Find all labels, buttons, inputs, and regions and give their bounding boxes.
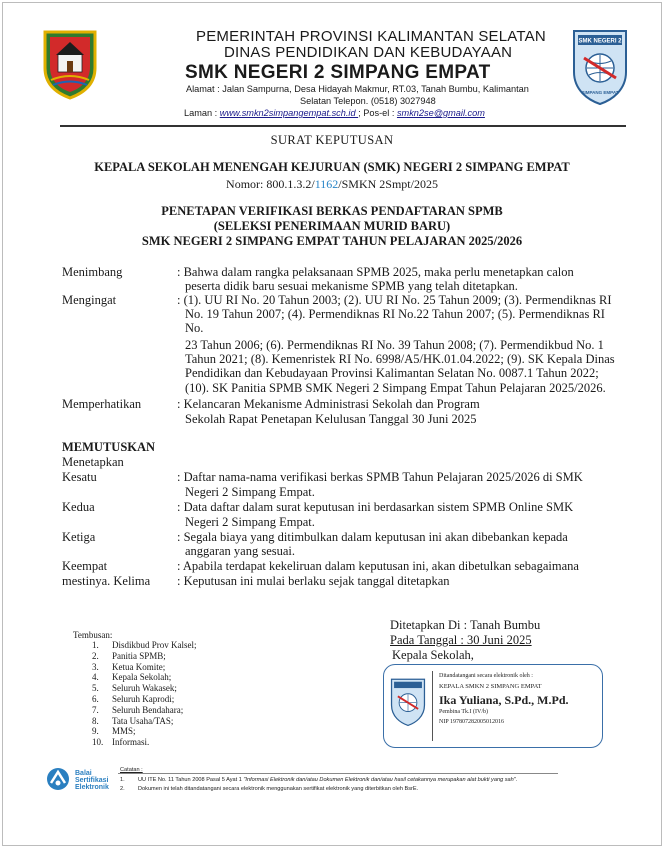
mengingat-text-3: No. bbox=[185, 321, 204, 335]
signer-nip: NIP 197807282005012016 bbox=[439, 719, 504, 725]
document-number-highlight: 1162 bbox=[314, 177, 339, 191]
school-name: SMK NEGERI 2 SIMPANG EMPAT bbox=[185, 62, 491, 83]
kesatu-text-2: Negeri 2 Simpang Empat. bbox=[185, 485, 315, 499]
note-1-text: UU ITE No. 11 Tahun 2008 Pasal 5 Ayat 1 "Informasi Elektronik dan/atau Dokumen Elektronik dan/atau hasil cetakannya merupakan alat bukti yang sah". bbox=[138, 777, 518, 783]
list-item: 10. Informasi. bbox=[92, 737, 150, 748]
memperhatikan-text-1: : Kelancaran Mekanisme Administrasi Sekolah dan Program bbox=[177, 397, 480, 411]
province-emblem-logo bbox=[41, 28, 99, 100]
email-link[interactable]: smkn2se@gmail.com bbox=[396, 108, 485, 118]
ketiga-text-2: anggaran yang sesuai. bbox=[185, 544, 296, 558]
contact-line bbox=[184, 108, 485, 118]
document-type: SURAT KEPUTUSAN bbox=[270, 133, 394, 147]
catatan-label: Catatan : bbox=[120, 767, 143, 773]
list-item: 2. Panitia SPMB; bbox=[92, 650, 166, 661]
signature-divider bbox=[432, 671, 433, 741]
document-number: Nomor: 800.1.3.2/1162/SMKN 2Smpt/2025 bbox=[226, 177, 438, 191]
note-2-text: Dokumen ini telah ditandatangani secara elektronik menggunakan sertifikat elektronik yang diterbitkan oleh BsrE. bbox=[138, 786, 419, 792]
list-item: 6. Seluruh Kaprodi; bbox=[92, 693, 175, 704]
signer-position: Kepala Sekolah, bbox=[392, 648, 474, 662]
keempat-label: Keempat bbox=[62, 559, 108, 573]
list-item: 7. Seluruh Bendahara; bbox=[92, 704, 184, 715]
menimbang-text-1: : Bahwa dalam rangka pelaksanaan SPMB 2025, maka perlu menetapkan calon bbox=[177, 265, 574, 279]
web-label: Laman : bbox=[184, 108, 220, 118]
keempat-text-1: : Apabila terdapat kekeliruan dalam keputusan ini, akan dibetulkan sebagaimana bbox=[177, 559, 579, 573]
subject-line-2: (SELEKSI PENERIMAAN MURID BARU) bbox=[213, 219, 451, 233]
mengingat-text-5: Tahun 2021; (8). Kemenristek RI No. 6998/A5/HK.01.04.2022; (9). SK Kepala Dinas bbox=[185, 352, 615, 366]
email-label: ; Pos-el : bbox=[358, 108, 397, 118]
signer-rank: Pembina Tk.I (IV/b) bbox=[439, 709, 489, 715]
signed-note: Ditandatangani secara elektronik oleh : bbox=[439, 673, 533, 679]
mengingat-text-4: 23 Tahun 2006; (6). Permendiknas RI No. 39 Tahun 2008; (7). Permendikbud No. 1 bbox=[185, 338, 604, 352]
signer-name: Ika Yuliana, S.Pd., M.Pd. bbox=[439, 693, 569, 707]
mengingat-text-6: Pendidikan dan Kebudayaan Provinsi Kalimantan Selatan No. 0087.1 Tahun 2022; bbox=[185, 366, 599, 380]
school-logo bbox=[570, 28, 630, 106]
footer-divider bbox=[118, 773, 558, 774]
note-2-number: 2. bbox=[120, 786, 125, 792]
mengingat-text-7: (10). SK Panitia SPMB SMK Negeri 2 Simpang Empat Tahun Pelajaran 2025/2026. bbox=[185, 381, 606, 395]
mengingat-label: Mengingat bbox=[62, 293, 117, 307]
memperhatikan-text-2: Sekolah Rapat Penetapan Kelulusan Tanggal 30 Juni 2025 bbox=[185, 412, 477, 426]
bsre-logo-icon bbox=[45, 766, 71, 792]
address-line-2: Selatan Telepon. (0518) 3027948 bbox=[300, 96, 436, 106]
kesatu-text-1: : Daftar nama-nama verifikasi berkas SPMB Tahun Pelajaran 2025/2026 di SMK bbox=[177, 470, 583, 484]
kelima-label: mestinya. Kelima bbox=[62, 574, 151, 588]
tembusan-list bbox=[92, 640, 197, 748]
tembusan-heading: Tembusan: bbox=[73, 630, 113, 640]
kelima-text-1: : Keputusan ini mulai berlaku sejak tanggal ditetapkan bbox=[177, 574, 450, 588]
mengingat-text-2: No. 19 Tahun 2007; (4). Permendiknas RI No.22 Tahun 2007; (5). Permendiknas RI bbox=[185, 307, 605, 321]
list-item: 8. Tata Usaha/TAS; bbox=[92, 715, 174, 726]
school-logo-text-top: SMK NEGERI 2 bbox=[578, 38, 622, 45]
list-item: 3. Ketua Komite; bbox=[92, 661, 166, 672]
bsre-text-3: Elektronik bbox=[75, 784, 109, 791]
list-item: 1. Disdikbud Prov Kalsel; bbox=[92, 640, 197, 650]
decision-heading: MEMUTUSKAN bbox=[62, 440, 156, 454]
list-item: 9. MMS; bbox=[92, 726, 136, 737]
issuer-title: KEPALA SEKOLAH MENENGAH KEJURUAN (SMK) NEGERI 2 SIMPANG EMPAT bbox=[94, 160, 570, 174]
ketiga-label: Ketiga bbox=[62, 530, 96, 544]
electronic-signature-box bbox=[383, 664, 603, 748]
memperhatikan-label: Memperhatikan bbox=[62, 397, 142, 411]
ketiga-text-1: : Segala biaya yang ditimbulkan dalam keputusan ini akan dibebankan kepada bbox=[177, 530, 568, 544]
bsre-text-2: Sertifikasi bbox=[75, 777, 109, 784]
menimbang-text-2: peserta didik baru sesuai mekanisme SPMB yang telah ditetapkan. bbox=[185, 279, 518, 293]
header-divider bbox=[60, 125, 626, 127]
kesatu-label: Kesatu bbox=[62, 470, 97, 484]
website-link[interactable]: www.smkn2simpangempat.sch.id bbox=[219, 108, 359, 118]
subject-line-1: PENETAPAN VERIFIKASI BERKAS PENDAFTARAN SPMB bbox=[161, 204, 503, 218]
mengingat-text-1: : (1). UU RI No. 20 Tahun 2003; (2). UU RI No. 25 Tahun 2009; (3). Permendiknas RI bbox=[177, 293, 612, 307]
bsre-text-1: Balai bbox=[75, 770, 92, 777]
menimbang-label: Menimbang bbox=[62, 265, 123, 279]
school-logo-text-bottom: SIMPANG EMPAT bbox=[581, 90, 619, 95]
list-item: 5. Seluruh Wakasek; bbox=[92, 683, 177, 694]
signer-title: KEPALA SMKN 2 SIMPANG EMPAT bbox=[439, 683, 542, 690]
kedua-label: Kedua bbox=[62, 500, 95, 514]
department-name: DINAS PENDIDIKAN DAN KEBUDAYAAN bbox=[224, 44, 513, 61]
school-logo-small bbox=[389, 677, 427, 727]
list-item: 4. Kepala Sekolah; bbox=[92, 672, 172, 683]
ditetapkan-di: Ditetapkan Di : Tanah Bumbu bbox=[390, 618, 541, 632]
subject-line-3: SMK NEGERI 2 SIMPANG EMPAT TAHUN PELAJARAN 2025/2026 bbox=[141, 234, 523, 248]
government-name: PEMERINTAH PROVINSI KALIMANTAN SELATAN bbox=[196, 28, 546, 45]
kedua-text-2: Negeri 2 Simpang Empat. bbox=[185, 515, 315, 529]
note-1-number: 1. bbox=[120, 777, 125, 783]
menetapkan-label: Menetapkan bbox=[62, 455, 124, 469]
address-line-1: Alamat : Jalan Sampurna, Desa Hidayah Makmur, RT.03, Tanah Bumbu, Kalimantan bbox=[186, 84, 529, 94]
kedua-text-1: : Data daftar dalam surat keputusan ini berdasarkan sistem SPMB Online SMK bbox=[177, 500, 574, 514]
tanggal-ditetapkan: Pada Tanggal : 30 Juni 2025 bbox=[390, 633, 532, 647]
